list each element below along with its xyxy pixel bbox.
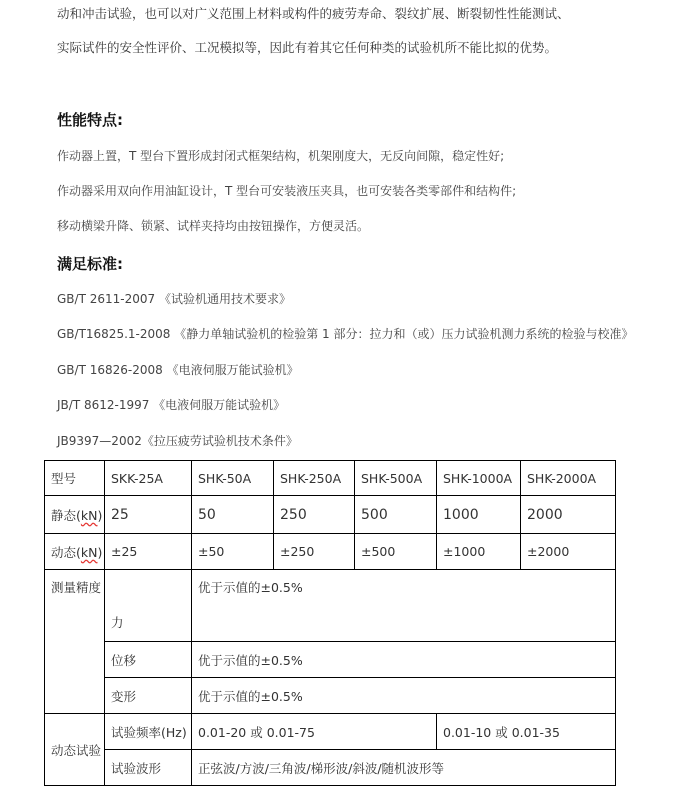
table-row-deformation [45,678,616,714]
standard-item-1: GB/T 2611-2007 《试验机通用技术要求》 [57,292,291,306]
static-value-cell: 250 [274,496,355,534]
waveform-value: 正弦波/方波/三角波/梯形波/斜波/随机波形等 [192,750,616,786]
intro-line-2: 实际试件的安全性评价、工况模拟等，因此有着其它任何种类的试验机所不能比拟的优势。 [57,40,558,55]
standard-item-5: JB9397—2002《拉压疲劳试验机技术条件》 [57,434,298,448]
model-cell: SHK-250A [274,461,355,496]
standard-item-4: JB/T 8612-1997 《电液伺服万能试验机》 [57,398,286,412]
standard-item-3: GB/T 16826-2008 《电液伺服万能试验机》 [57,363,299,377]
static-label-suffix: ) [97,507,103,523]
table-row-dynamic [45,534,616,570]
feature-item-3: 移动横梁升降、锁紧、试样夹持均由按钮操作，方便灵活。 [57,219,370,233]
standards-heading: 满足标准: [57,255,123,273]
feature-item-1: 作动器上置，T 型台下置形成封闭式框架结构，机架刚度大，无反向间隙，稳定性好; [57,149,505,163]
force-value: 优于示值的±0.5% [192,570,616,642]
model-label: 型号 [45,461,105,496]
dynamic-value-cell: ±50 [192,534,274,570]
standard-item-2: GB/T16825.1-2008 《静力单轴试验机的检验第 1 部分：拉力和（或）压力试验机测力系统的检验与校准》 [57,327,634,341]
displacement-value: 优于示值的±0.5% [192,642,616,678]
model-cell: SHK-50A [192,461,274,496]
feature-item-2: 作动器采用双向作用油缸设计，T 型台可安装液压夹具，也可安装各类零部件和结构件; [57,184,517,198]
static-value-cell: 50 [192,496,274,534]
dynamic-value-cell: ±2000 [521,534,616,570]
static-value-cell: 2000 [521,496,616,534]
model-cell: SHK-2000A [521,461,616,496]
model-cell: SHK-500A [355,461,437,496]
waveform-label: 试验波形 [105,750,192,786]
static-value-cell: 1000 [437,496,521,534]
dynamic-test-label: 动态试验 [45,714,105,786]
accuracy-label: 测量精度 [45,570,105,714]
spec-table [44,460,616,786]
dynamic-value-cell: ±25 [105,534,192,570]
intro-line-1: 动和冲击试验，也可以对广义范围上材料或构件的疲劳寿命、裂纹扩展、断裂韧性性能测试、 [57,6,570,21]
model-cell: SHK-1000A [437,461,521,496]
deformation-value: 优于示值的±0.5% [192,678,616,714]
dynamic-value-cell: ±500 [355,534,437,570]
dynamic-label [45,534,105,570]
table-row-displacement [45,642,616,678]
static-value-cell: 500 [355,496,437,534]
static-label-unit: kN [80,507,98,523]
force-label: 力 [105,570,192,642]
dynamic-label-unit: kN [80,544,98,560]
table-row-frequency [45,714,616,750]
features-heading: 性能特点: [57,111,123,129]
static-label-prefix: 静态( [51,507,81,523]
model-cell: SKK-25A [105,461,192,496]
table-row-force [45,570,616,642]
dynamic-label-prefix: 动态( [51,544,81,560]
frequency-value-high: 0.01-10 或 0.01-35 [437,714,616,750]
static-label [45,496,105,534]
displacement-label: 位移 [105,642,192,678]
frequency-value-low: 0.01-20 或 0.01-75 [192,714,437,750]
table-row-static [45,496,616,534]
dynamic-value-cell: ±250 [274,534,355,570]
static-value-cell: 25 [105,496,192,534]
table-row-waveform [45,750,616,786]
dynamic-value-cell: ±1000 [437,534,521,570]
table-row-model [45,461,616,496]
dynamic-label-suffix: ) [97,544,103,560]
deformation-label: 变形 [105,678,192,714]
frequency-label: 试验频率(Hz) [105,714,192,750]
